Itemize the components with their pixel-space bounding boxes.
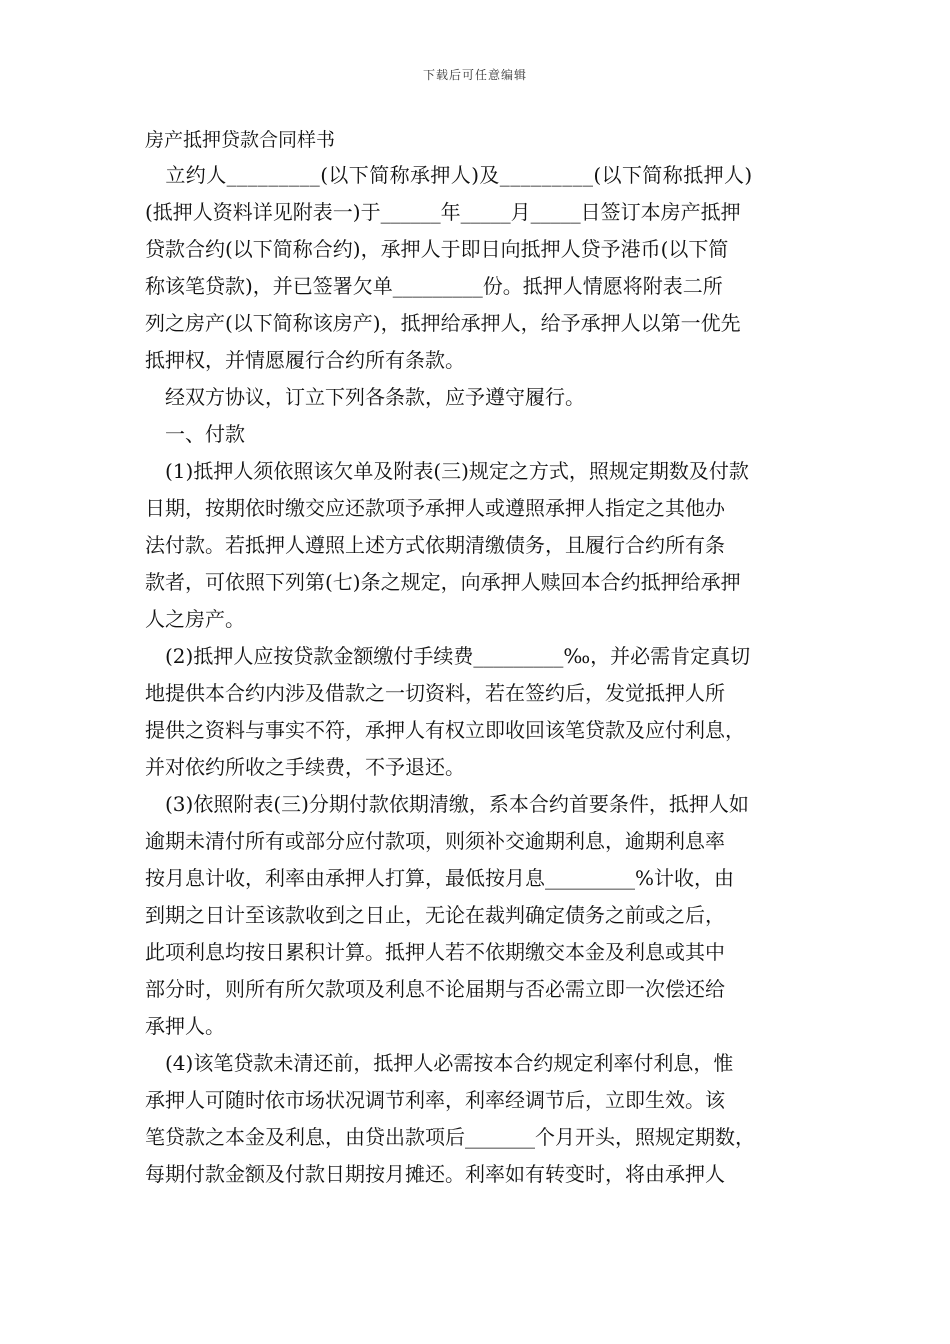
document-body: [145, 125, 825, 1193]
paragraph-line: (4)该笔贷款未清还前，抵押人必需按本合约规定利率付利息，惟: [145, 1051, 734, 1075]
paragraph-line: 列之房产(以下简称该房产)，抵押给承押人，给予承押人以第一优先: [145, 311, 741, 335]
paragraph-line: 抵押权，并情愿履行合约所有条款。: [145, 348, 465, 372]
paragraph-line: 立约人_________(以下简称承押人)及_________(以下简称抵押人): [145, 163, 753, 187]
document-title: 房产抵押贷款合同样书: [145, 129, 336, 151]
paragraph-line: 部分时，则所有所欠款项及利息不论届期与否必需立即一次偿还给: [145, 977, 725, 1001]
paragraph-line: (1)抵押人须依照该欠单及附表(三)规定之方式，照规定期数及付款: [145, 459, 749, 483]
paragraph-line: 到期之日计至该款收到之日止，无论在裁判确定债务之前或之后，: [145, 903, 725, 927]
header-note: 下载后可任意编辑: [422, 68, 527, 82]
paragraph-line: 贷款合约(以下简称合约)，承押人于即日向抵押人贷予港币(以下简: [145, 237, 729, 261]
paragraph-line: 提供之资料与事实不符，承押人有权立即收回该笔贷款及应付利息，: [145, 718, 745, 742]
paragraph-line: 笔贷款之本金及利息，由贷出款项后_______个月开头，照规定期数，: [145, 1125, 755, 1149]
paragraph-line: 地提供本合约内涉及借款之一切资料，若在签约后，发觉抵押人所: [145, 681, 725, 705]
paragraph-line: 承押人。: [145, 1014, 225, 1038]
paragraph-line: 人之房产。: [145, 607, 245, 631]
paragraph-line: 法付款。若抵押人遵照上述方式依期清缴债务，且履行合约所有条: [145, 533, 725, 557]
paragraph-line: (2)抵押人应按贷款金额缴付手续费_________‰，并必需肯定真切: [145, 644, 751, 668]
paragraph-line: 并对依约所收之手续费，不予退还。: [145, 755, 465, 779]
paragraph-line: 款者，可依照下列第(七)条之规定，向承押人赎回本合约抵押给承押: [145, 570, 741, 594]
paragraph-line: 承押人可随时依市场状况调节利率，利率经调节后，立即生效。该: [145, 1088, 725, 1112]
paragraph-line: (3)依照附表(三)分期付款依期清缴，系本合约首要条件，抵押人如: [145, 792, 749, 816]
paragraph-line: 称该笔贷款)，并已签署欠单_________份。抵押人情愿将附表二所: [145, 274, 723, 298]
paragraph-line: 经双方协议，订立下列各条款，应予遵守履行。: [145, 385, 585, 409]
paragraph-line: 日期，按期依时缴交应还款项予承押人或遵照承押人指定之其他办: [145, 496, 725, 520]
paragraph-line: 逾期未清付所有或部分应付款项，则须补交逾期利息，逾期利息率: [145, 829, 725, 853]
section-heading: 一、付款: [145, 422, 245, 446]
paragraph-line: 按月息计收，利率由承押人打算，最低按月息_________%计收，由: [145, 866, 735, 890]
paragraph-line: 此项利息均按日累积计算。抵押人若不依期缴交本金及利息或其中: [145, 940, 725, 964]
paragraph-line: (抵押人资料详见附表一)于______年_____月_____日签订本房产抵押: [145, 200, 741, 224]
paragraph-line: 每期付款金额及付款日期按月摊还。利率如有转变时，将由承押人: [145, 1162, 725, 1186]
